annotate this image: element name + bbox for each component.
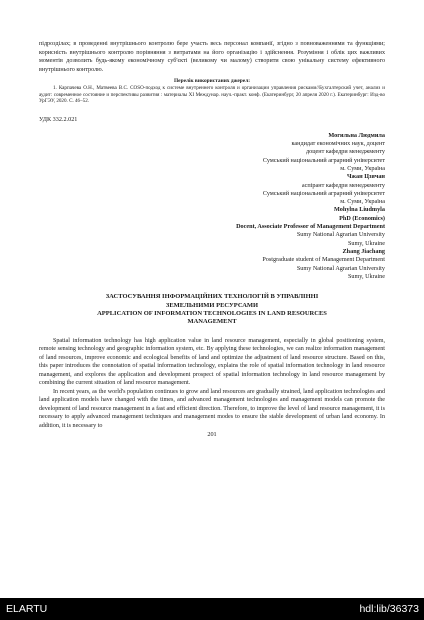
author-2-position-en: Postgraduate student of Management Department [262,256,385,264]
author-2-city-en: Sumy, Ukraine [347,272,385,280]
author-1-position-ua: доцент кафедри менеджменту [305,148,385,156]
author-1-university-ua: Сумський національний аграрний університет [262,156,385,164]
author-2-name-en: Zhang Jiachang [342,247,385,255]
title-en-line-2: MANAGEMENT [187,318,237,326]
author-1-city-en: Sumy, Ukraine [347,239,385,247]
article-titles [39,293,385,327]
author-1-degree-ua: кандидат економічних наук, доцент [291,140,385,148]
repository-name: ELARTU [6,603,48,615]
udk-code: УДК 332.2.021 [39,115,78,123]
body-paragraph-2: In recent years, as the world's population continues to grow and land resources are gradually strained, land application technologies and land application models have changed with the times, and advanced management technologies and management models can promote the development of land resource management in a fast and efficient direction. Therefore, to improve the level of land resource management, it is necessary to apply advanced management techniques and management modes to ensure the stable development of urban land economy. In addition, it is necessary to [39,388,385,429]
author-1-city-ua: м. Суми, Україна [340,164,385,172]
author-2-university-ua: Сумський національний аграрний університет [262,189,385,197]
page-number: 201 [207,431,217,439]
author-2-university-en: Sumy National Agrarian University [296,264,385,272]
author-1-position-en: Docent, Associate Professor of Management Department [236,223,385,231]
top-paragraph: підрозділах; в проведенні внутрішнього контролю бере участь весь персонал компанії, згідно з повноваженнями та функціями; корисність внутрішнього контролю порівняння з витратами на його організацію і здійснення. Розуміння і облік цих важливих моментів дозволить будь-якому економічному суб'єкті (великому чи малому) створити свою унікальну систему ефективного внутрішнього контролю. [39,41,385,73]
reference-item: 1. Карпачева О.Н., Матвеева В.С. COSO-подход к системе внутреннего контроля и организации управления рисками//Бухгалтерский учет, анализ и аудит: современное состояние и перспективы развития : материалы XI Междунар. науч.-практ. конф. (Екатеринбург, 20 апреля 2020 г.). Екатеринбург: Изд-во УрГЭУ, 2020. С. 46–52. [39,85,385,105]
author-1-degree-en: PhD (Economics) [339,214,385,222]
handle-id: hdl:lib/36373 [359,603,419,615]
author-1-name-en: Mohylna Liudmyla [333,206,385,214]
references-heading: Перелік використаних джерел: [173,78,251,84]
title-en-line-1: APPLICATION OF INFORMATION TECHNOLOGIES IN LAND RESOURCES [97,309,327,317]
author-1-university-en: Sumy National Agrarian University [296,231,385,239]
author-2-position-ua: аспірант кафедри менеджменту [301,181,385,189]
author-2-city-ua: м. Суми, Україна [340,198,385,206]
author-2-name-ua: Чжан Цзячан [346,173,385,181]
body-paragraph-1: Spatial information technology has high application value in land resource management, especially in global positioning system, remote sensing technology and geographic information system, etc. By applying these technologies, we can realize information management of land resources, improve economic and ecological benefits of land and optimize the adjustment of land resource structure. Based on this, this paper introduces the connotation of spatial information technology, explains the role of spatial information technology in land resource management, and explores the application and development prospect of spatial information technology in land resource management by combining the current situation of land resource management. [39,337,385,387]
author-1-name-ua: Могильна Людмила [328,131,385,139]
title-ua-line-1: ЗАСТОСУВАННЯ ІНФОРМАЦІЙНИХ ТЕХНОЛОГІЙ В УПРАВЛІННІ [105,293,319,301]
page-content [39,40,385,438]
title-ua-line-2: ЗЕМЕЛЬНИМИ РЕСУРСАМИ [165,301,259,309]
authors-block [39,132,385,281]
viewer-footer-bar [0,598,424,620]
article-body [39,337,385,431]
